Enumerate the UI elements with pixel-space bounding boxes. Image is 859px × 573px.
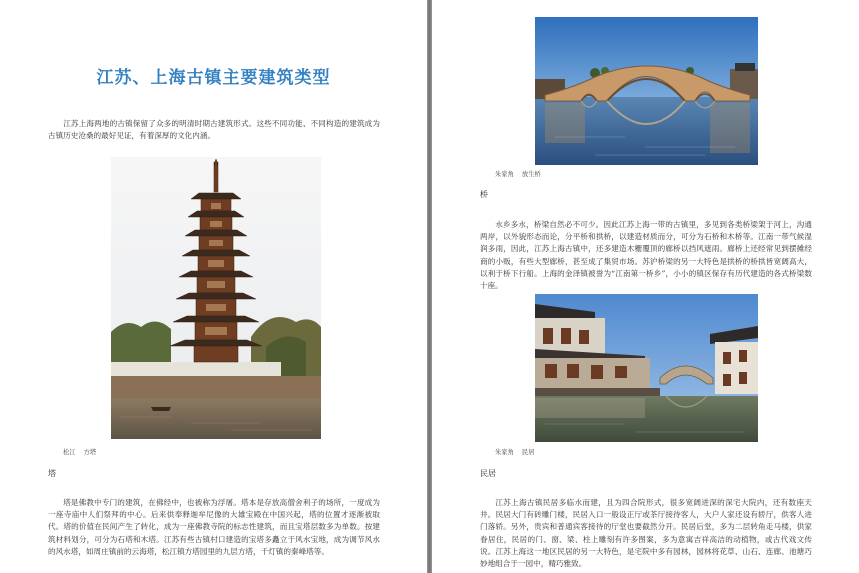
residence-section-heading: 民居 bbox=[480, 469, 496, 478]
residence-caption: 朱家角 民居 bbox=[495, 449, 535, 456]
bridge-section-heading: 桥 bbox=[480, 190, 488, 199]
bridge-caption: 朱家角 放生桥 bbox=[495, 171, 541, 178]
page-title: 江苏、上海古镇主要建筑类型 bbox=[96, 68, 331, 88]
pagoda-caption: 松江 方塔 bbox=[63, 449, 97, 456]
pagoda-photo bbox=[111, 157, 321, 439]
pagoda-section-heading: 塔 bbox=[48, 469, 56, 478]
right-page bbox=[432, 0, 859, 573]
bridge-section-text: 水乡多水，桥梁自然必不可少。因此江苏上海一带的古镇里，多见到各类桥梁架于河上，沟通两岸，以外貌形态而论，分平桥和拱桥，以建造材质而分，可分为石桥和木桥等。江南一带气候湿润多雨，因此，江苏上海古镇中，还多建造木栅覆顶的廊桥以挡风遮雨。廊桥上还经常见到摆摊经商的小贩，有些大型廊桥，甚至成了集贸市场。苏沪桥梁的另一大特色是拱桥的桥拱皆宽阔高大，以利于桥下行船。上海的金泽镇被誉为“江南第一桥乡”，小小的镇区保存有历代建造的各式桥梁数十座。 bbox=[480, 220, 812, 291]
intro-paragraph: 江苏上海两地的古镇保留了众多的明清时期古建筑形式。这些不同功能、不同构造的建筑成为古镇历史沧桑的最好见证，有着深厚的文化内涵。 bbox=[48, 119, 380, 141]
bridge-photo bbox=[535, 17, 758, 165]
pagoda-section-text: 塔是佛教中专门的建筑，在佛经中，也被称为浮屠。塔本是存放高僧舍利子的场所，一度成为一座寺庙中人们祭拜的中心。后来供奉释迦牟尼像的大雄宝殿在中国兴起，塔的位置才逐渐被取代。塔的价值在民间产生了转化，成为一座佛教寺院的标志性建筑，而且宝塔层数多为单数。按建筑材料划分，可分为石塔和木塔。江苏有些古镇村口建造的宝塔多矗立于风水宝地，成为调节风水的风水塔，如周庄镇前的云海塔，松江镇方塔园里的九层方塔，千灯镇的秦峰塔等。 bbox=[48, 498, 380, 556]
left-page bbox=[0, 0, 427, 573]
residence-section-text: 江苏上海古镇民居多临水而建，且为四合院形式，很多宽阔进深的深宅大院内，还有数座天井。民居大门有砖雕门楼，民居入口一般设正厅或茶厅接待客人，大户人家还设有轿厅，供客人进门落轿。另外，贵宾和普通宾客接待的厅堂也要截然分开。民居后堂，多为二层转角走马楼，供家眷居住，民居的门、窗、梁、柱上雕刻有许多图案，多为意寓吉祥高洁的动植物，或古代戏文传说。江苏上海这一地区民居的另一大特色，是宅院中多有园林，园林将花草、山石、连廊、池塘巧妙地组合于一园中，精巧雅致。 bbox=[480, 498, 812, 569]
residence-photo bbox=[535, 294, 758, 442]
